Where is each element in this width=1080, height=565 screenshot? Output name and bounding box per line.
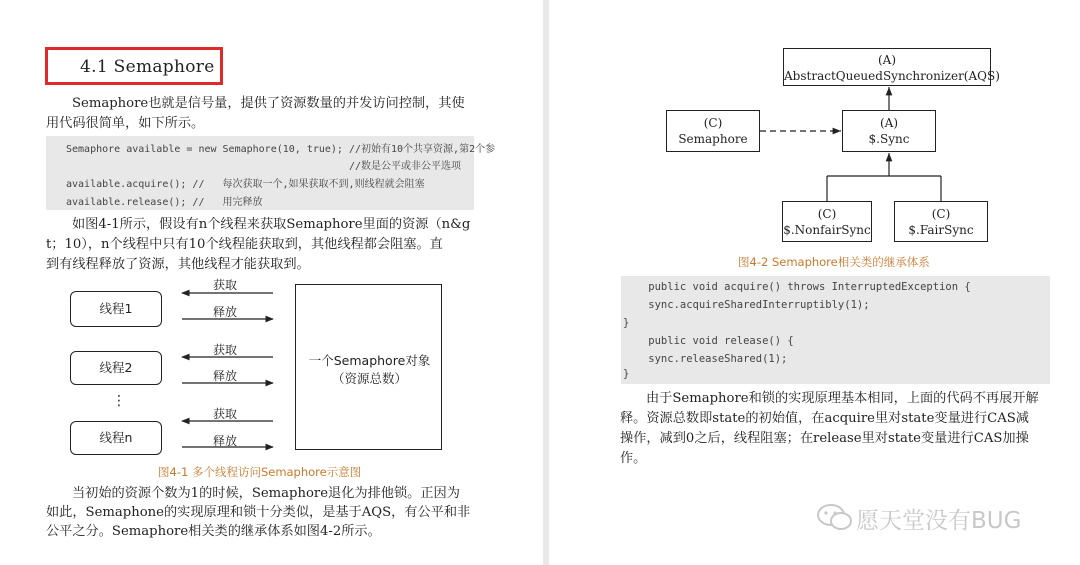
ellipsis: ⋮	[112, 393, 126, 409]
release-label-2: 释放	[213, 369, 238, 383]
sync-tag: (A)	[879, 116, 899, 130]
thread-box-2: 线程2	[70, 351, 162, 385]
code-line: available.acquire(); // 每次获取一个,如果获取不到,则线程就会阻塞	[66, 179, 425, 190]
para3-line-3: 公平之分。Semaphore相关类的继承体系如图4-2所示。	[46, 524, 381, 539]
code-line: sync.releaseShared(1);	[623, 353, 788, 365]
code-line: available.release(); // 用完释放	[66, 197, 263, 208]
para3-line-2: 如此，Semaphone的实现原理和锁十分类似，是基于AQS，有公平和非	[46, 505, 471, 520]
semaphore-object-title: 一个Semaphore对象	[308, 353, 431, 368]
right-para-line-2: 释。资源总数即state的初始值，在acquire里对state变量进行CAS减	[620, 411, 1029, 426]
release-label-3: 释放	[213, 434, 238, 448]
code-line: //数是公平或非公平选项	[66, 161, 462, 172]
aqs-tag: (A)	[877, 53, 897, 67]
aqs-name: AbstractQueuedSynchronizer(AQS)	[784, 69, 1000, 83]
para3-line-1: 当初始的资源个数为1的时候，Semaphore退化为排他锁。正因为	[72, 486, 460, 501]
nonfairsync-tag: (C)	[817, 207, 837, 221]
acquire-label-2: 获取	[213, 343, 238, 357]
thread-box-n: 线程n	[70, 421, 162, 455]
acquire-label-3: 获取	[213, 407, 238, 421]
right-para-line-3: 操作，减到0之后，线程阻塞；在release里对state变量进行CAS加操	[620, 431, 1029, 446]
right-para-line-1: 由于Semaphore和锁的实现原理基本相同，上面的代码不再展开解	[646, 391, 1039, 406]
semaphore-code-block	[46, 136, 496, 210]
para2-line-3: 到有线程释放了资源，其他线程才能获取到。	[46, 257, 310, 272]
right-para-line-4: 作。	[620, 451, 647, 466]
semaphore-name: Semaphore	[678, 132, 748, 146]
acquire-label-1: 获取	[213, 278, 238, 292]
thread-box-1: 线程1	[70, 291, 162, 327]
figure-4-2-caption: 图4-2 Semaphore相关类的继承体系	[738, 255, 930, 269]
code-line: sync.acquireSharedInterruptibly(1);	[623, 299, 870, 311]
code-line: public void acquire() throws InterruptedException {	[623, 281, 971, 293]
para2-line-2: t；10），n个线程中只有10个线程能获取到，其他线程都会阻塞。直	[46, 237, 443, 252]
code-line: Semaphore available = new Semaphore(10, true); //初始有10个共享资源,第2个参	[66, 144, 496, 155]
nonfairsync-name: $.NonfairSync	[783, 223, 871, 237]
section-heading: 4.1 Semaphore	[80, 57, 215, 77]
para2-line-1: 如图4-1所示，假设有n个线程来获取Semaphore里面的资源（n&g	[72, 217, 471, 232]
release-label-1: 释放	[213, 305, 238, 319]
semaphore-tag: (C)	[703, 116, 723, 130]
figure-arrows	[170, 280, 290, 460]
acquire-release-code-block	[621, 276, 1050, 384]
intro-line-2: 用代码很简单，如下所示。	[46, 116, 205, 131]
uml-connectors	[660, 40, 1000, 250]
code-line: }	[623, 368, 630, 380]
code-line: }	[623, 317, 630, 329]
sync-name: $.Sync	[868, 132, 910, 146]
fairsync-name: $.FairSync	[908, 223, 974, 237]
fairsync-tag: (C)	[931, 207, 951, 221]
wechat-icon	[815, 500, 855, 534]
semaphore-object-box	[295, 284, 442, 450]
watermark-text: 愿天堂没有BUG	[856, 508, 1022, 534]
code-line: public void release() {	[623, 335, 794, 347]
semaphore-object-subtitle: （资源总数）	[331, 371, 407, 386]
figure-4-1-caption: 图4-1 多个线程访问Semaphore示意图	[158, 465, 362, 479]
intro-line-1: Semaphore也就是信号量，提供了资源数量的并发访问控制，其使	[72, 96, 465, 111]
